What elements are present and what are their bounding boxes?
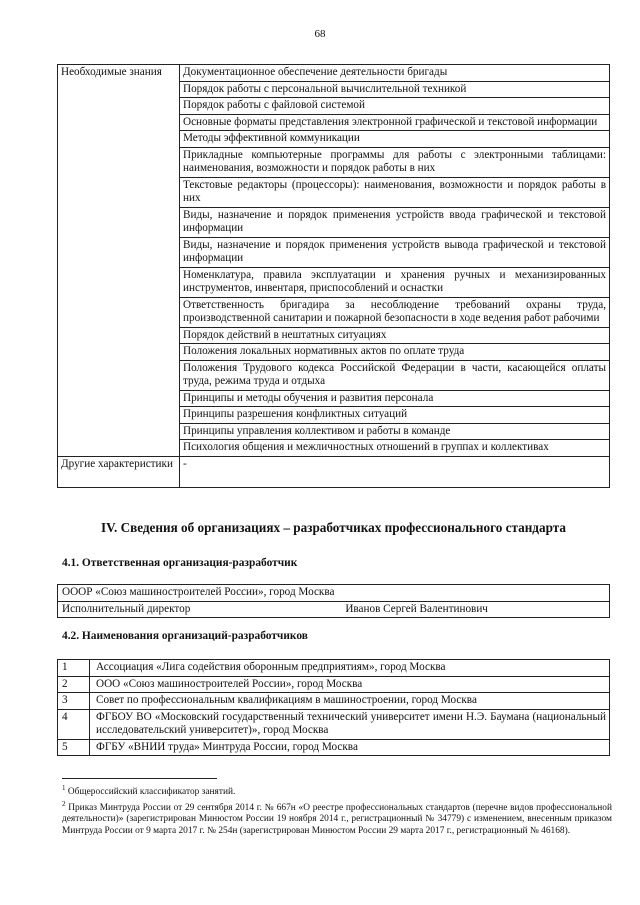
developers-table bbox=[57, 659, 610, 756]
knowledge-item: Методы эффективной коммуникации bbox=[180, 131, 610, 148]
knowledge-item: Порядок работы с персональной вычислительной техникой bbox=[180, 81, 610, 98]
table-row bbox=[58, 676, 610, 693]
table-row bbox=[58, 693, 610, 710]
knowledge-item: Текстовые редакторы (процессоры): наименования, возможности и порядок работы в них bbox=[180, 177, 610, 207]
responsible-org: ОООР «Союз машиностроителей России», город Москва bbox=[58, 585, 610, 602]
knowledge-item: Виды, назначение и порядок применения устройств ввода графической и текстовой информации bbox=[180, 207, 610, 237]
responsible-signatory bbox=[58, 601, 610, 618]
knowledge-item: Порядок работы с файловой системой bbox=[180, 98, 610, 115]
developer-name: ФГБУ «ВНИИ труда» Минтруда России, город Москва bbox=[90, 739, 610, 756]
table-row bbox=[58, 65, 610, 82]
developer-number: 3 bbox=[58, 693, 90, 710]
responsible-person: Иванов Сергей Валентинович bbox=[345, 602, 488, 615]
footnote bbox=[62, 783, 612, 799]
developer-number: 4 bbox=[58, 709, 90, 739]
developers-heading: 4.2. Наименования организаций-разработчиков bbox=[62, 630, 308, 642]
page-number: 68 bbox=[314, 28, 326, 40]
footnote-mark: 2 bbox=[62, 799, 66, 808]
developer-name: Ассоциация «Лига содействия оборонным предприятиям», город Москва bbox=[90, 660, 610, 677]
responsible-heading: 4.1. Ответственная организация-разработчик bbox=[62, 557, 298, 569]
knowledge-item: Ответственность бригадира за несоблюдение требований охраны труда, производственной санитарии и пожарной безопасности в ходе ведения работ рабочими bbox=[180, 297, 610, 327]
table-row bbox=[58, 739, 610, 756]
knowledge-item: Порядок действий в нештатных ситуациях bbox=[180, 327, 610, 344]
knowledge-item: Принципы разрешения конфликтных ситуаций bbox=[180, 407, 610, 424]
table-row bbox=[58, 585, 610, 602]
responsible-position: Исполнительный директор bbox=[62, 602, 191, 615]
knowledge-item: Положения Трудового кодекса Российской Федерации в части, касающейся оплаты труда, режима труда и отдыха bbox=[180, 360, 610, 390]
developer-name: ФГБОУ ВО «Московский государственный технический университет имени Н.Э. Баумана (национальный исследовательский университет)», город Москва bbox=[90, 709, 610, 739]
table-row bbox=[58, 456, 610, 487]
footnote bbox=[62, 799, 612, 838]
developer-name: ООО «Союз машиностроителей России», город Москва bbox=[90, 676, 610, 693]
knowledge-item: Основные форматы представления электронной графической и текстовой информации bbox=[180, 114, 610, 131]
section-title: IV. Сведения об организациях – разработчиках профессионального стандарта bbox=[101, 520, 566, 535]
table-row bbox=[58, 660, 610, 677]
footnote-text: Общероссийский классификатор занятий. bbox=[65, 787, 236, 798]
knowledge-item: Номенклатура, правила эксплуатации и хранения ручных и механизированных инструментов, инвентаря, приспособлений и оснастки bbox=[180, 267, 610, 297]
developer-number: 5 bbox=[58, 739, 90, 756]
knowledge-item: Принципы и методы обучения и развития персонала bbox=[180, 390, 610, 407]
knowledge-item: Положения локальных нормативных актов по оплате труда bbox=[180, 344, 610, 361]
developer-number: 1 bbox=[58, 660, 90, 677]
knowledge-item: Виды, назначение и порядок применения устройств вывода графической и текстовой информации bbox=[180, 237, 610, 267]
table-row bbox=[58, 601, 610, 618]
knowledge-item: Психология общения и межличностных отношений в группах и коллективах bbox=[180, 440, 610, 457]
footnotes bbox=[62, 783, 612, 838]
other-label: Другие характеристики bbox=[58, 456, 180, 487]
knowledge-item: Принципы управления коллективом и работы в команде bbox=[180, 423, 610, 440]
developer-name: Совет по профессиональным квалификациям в машиностроении, город Москва bbox=[90, 693, 610, 710]
knowledge-item: Документационное обеспечение деятельности бригады bbox=[180, 65, 610, 82]
footnote-text: Приказ Минтруда России от 29 сентября 2014 г. № 667н «О реестре профессиональных стандартов (перечне видов профессиональной деятельности)» (зарегистрирован Минюстом России 19 ноября 2014 г., регистрационный № 34779) с изменением, внесенным приказом Минтруда России от 9 марта 2017 г. № 254н (зарегистрирован Минюстом России 29 марта 2017 г., регистрационный № 46168). bbox=[62, 802, 612, 837]
responsible-table bbox=[57, 584, 610, 618]
knowledge-label: Необходимые знания bbox=[58, 65, 180, 457]
knowledge-item: Прикладные компьютерные программы для работы с электронными таблицами: наименования, возможности и порядок работы в них bbox=[180, 147, 610, 177]
other-value: - bbox=[180, 456, 610, 487]
developer-number: 2 bbox=[58, 676, 90, 693]
table-row bbox=[58, 709, 610, 739]
footnote-mark: 1 bbox=[62, 784, 66, 792]
skills-table bbox=[57, 64, 610, 488]
footnote-divider bbox=[62, 778, 217, 779]
